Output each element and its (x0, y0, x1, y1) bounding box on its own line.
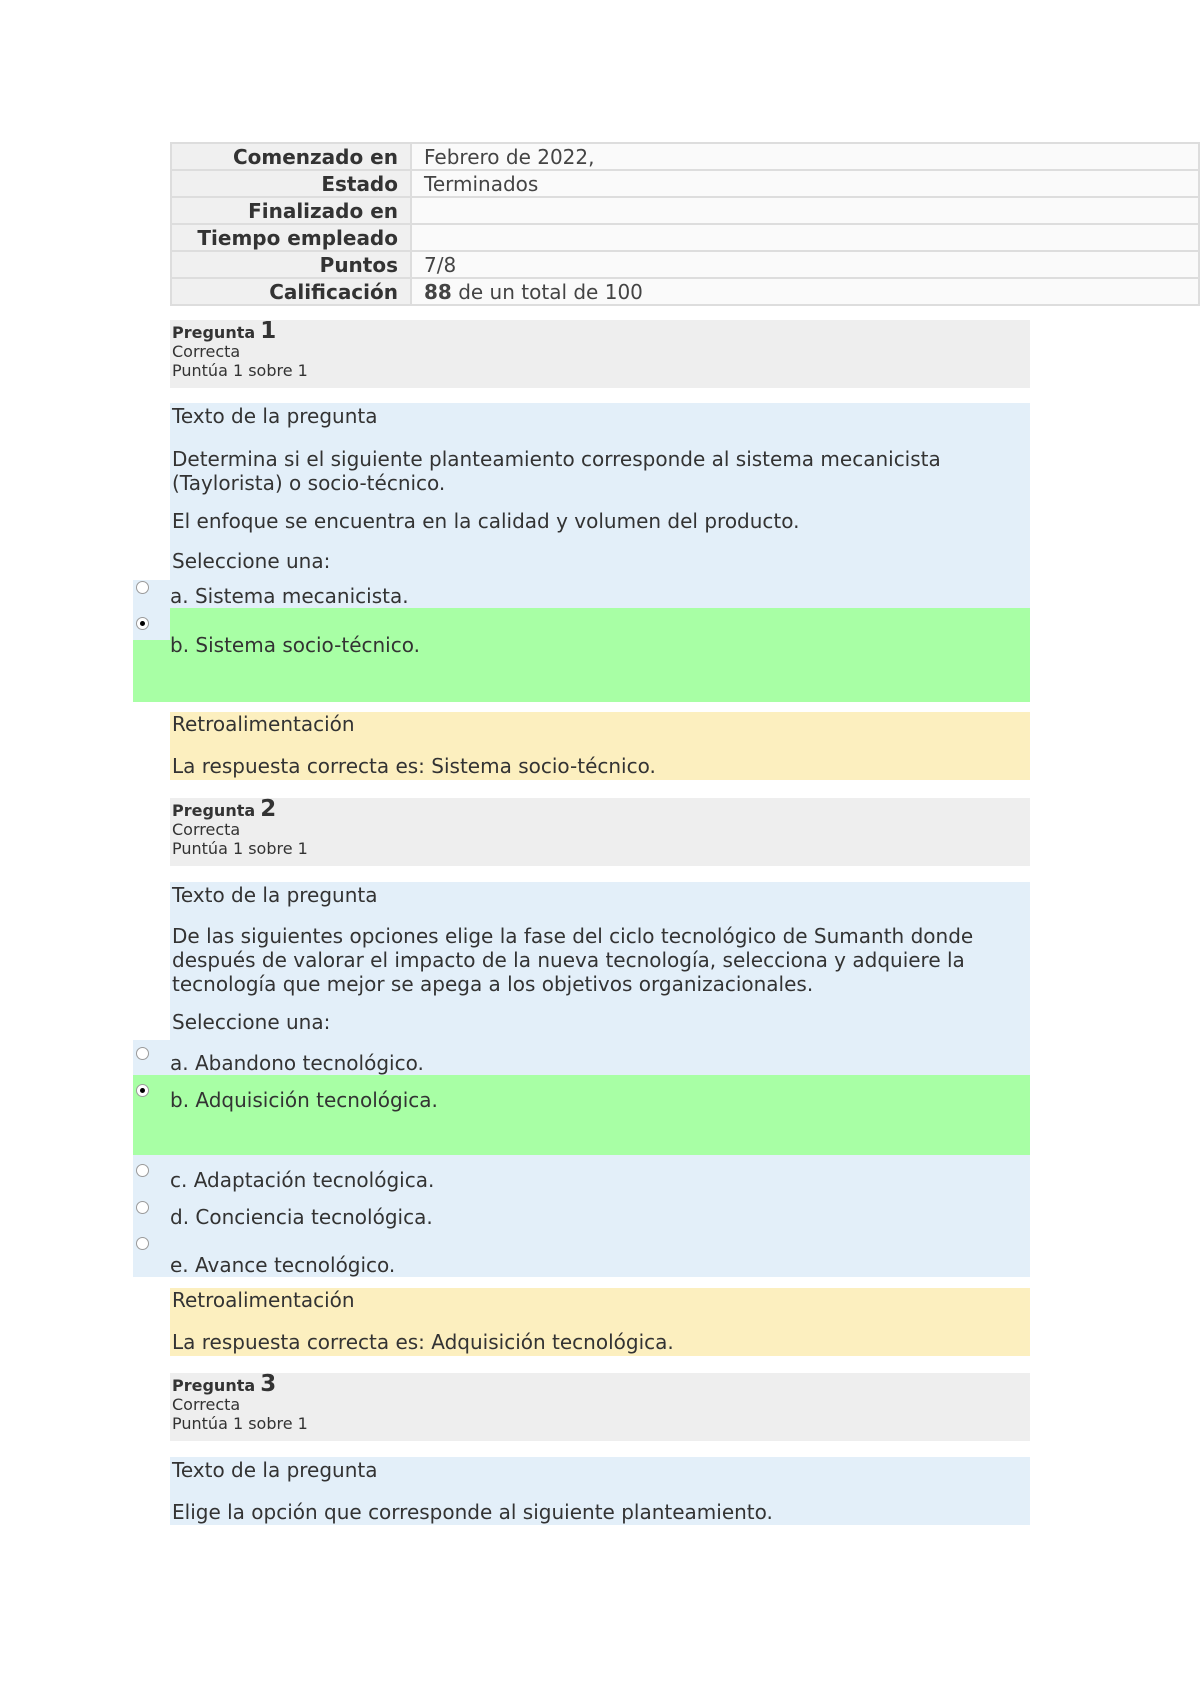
feedback-text: La respuesta correcta es: Adquisición tecnológica. (172, 1330, 674, 1354)
summary-value (411, 278, 1199, 305)
summary-label: Puntos (171, 251, 411, 278)
feedback-box (170, 712, 1030, 780)
radio-option-c[interactable] (136, 1164, 149, 1177)
attempt-summary-table (170, 142, 1200, 306)
question-info (170, 320, 1030, 388)
summary-row-state (171, 170, 1199, 197)
summary-value: 7/8 (411, 251, 1199, 278)
question-number: 1 (260, 318, 277, 344)
answer-option-d[interactable]: d. Conciencia tecnológica. (170, 1205, 433, 1229)
question-info (170, 798, 1030, 866)
summary-value (411, 197, 1199, 224)
answer-option-a[interactable]: a. Abandono tecnológico. (170, 1051, 424, 1075)
radio-option-e[interactable] (136, 1237, 149, 1250)
answer-selected-highlight (133, 1075, 1030, 1155)
feedback-heading: Retroalimentación (172, 712, 355, 736)
question-word: Pregunta (172, 1376, 256, 1395)
question-status: Correcta (172, 1395, 241, 1414)
grade-suffix: de un total de 100 (451, 279, 643, 304)
radio-option-a[interactable] (136, 581, 149, 594)
radio-option-b[interactable] (136, 1084, 149, 1097)
answer-option-c[interactable]: c. Adaptación tecnológica. (170, 1168, 435, 1192)
question-number: 3 (260, 1371, 277, 1397)
question-number: 2 (260, 796, 277, 822)
question-text-heading: Texto de la pregunta (172, 404, 378, 428)
summary-value: Febrero de 2022, (411, 143, 1199, 170)
select-prompt: Seleccione una: (172, 1010, 331, 1034)
answer-option-b[interactable]: b. Sistema socio-técnico. (170, 633, 420, 657)
question-status: Correcta (172, 342, 241, 361)
feedback-box (170, 1288, 1030, 1356)
grade-number: 88 (424, 279, 452, 304)
question-text: Determina si el siguiente planteamiento corresponde al sistema mecanicista (Taylorista) o socio-técnico. (172, 447, 941, 495)
answer-option-b[interactable]: b. Adquisición tecnológica. (170, 1088, 438, 1112)
question-text-box (170, 1457, 1030, 1525)
question-text-heading: Texto de la pregunta (172, 1458, 378, 1482)
question-text: El enfoque se encuentra en la calidad y volumen del producto. (172, 509, 800, 533)
question-word: Pregunta (172, 801, 256, 820)
question-info (170, 1373, 1030, 1441)
feedback-heading: Retroalimentación (172, 1288, 355, 1312)
summary-value (411, 224, 1199, 251)
question-status: Correcta (172, 820, 241, 839)
radio-option-a[interactable] (136, 1047, 149, 1060)
summary-label: Calificación (171, 278, 411, 305)
summary-row-points (171, 251, 1199, 278)
summary-label: Estado (171, 170, 411, 197)
radio-option-d[interactable] (136, 1201, 149, 1214)
summary-label: Finalizado en (171, 197, 411, 224)
radio-option-b[interactable] (136, 617, 149, 630)
summary-row-time (171, 224, 1199, 251)
question-score: Puntúa 1 sobre 1 (172, 1414, 308, 1433)
question-text: Elige la opción que corresponde al siguiente planteamiento. (172, 1500, 773, 1524)
answer-option-a[interactable]: a. Sistema mecanicista. (170, 584, 409, 608)
summary-row-grade (171, 278, 1199, 305)
question-text: De las siguientes opciones elige la fase del ciclo tecnológico de Sumanth donde después de valorar el impacto de la nueva tecnología, selecciona y adquiere la tecnología que mejor se apega a los objetivos organizacionales. (172, 924, 974, 996)
summary-row-finished (171, 197, 1199, 224)
question-text-heading: Texto de la pregunta (172, 883, 378, 907)
summary-value: Terminados (411, 170, 1199, 197)
summary-label: Tiempo empleado (171, 224, 411, 251)
summary-row-started (171, 143, 1199, 170)
question-score: Puntúa 1 sobre 1 (172, 839, 308, 858)
question-text-box (170, 403, 1030, 608)
answer-option-e[interactable]: e. Avance tecnológico. (170, 1253, 396, 1277)
summary-label: Comenzado en (171, 143, 411, 170)
select-prompt: Seleccione una: (172, 549, 331, 573)
question-word: Pregunta (172, 323, 256, 342)
question-score: Puntúa 1 sobre 1 (172, 361, 308, 380)
feedback-text: La respuesta correcta es: Sistema socio-técnico. (172, 754, 656, 778)
